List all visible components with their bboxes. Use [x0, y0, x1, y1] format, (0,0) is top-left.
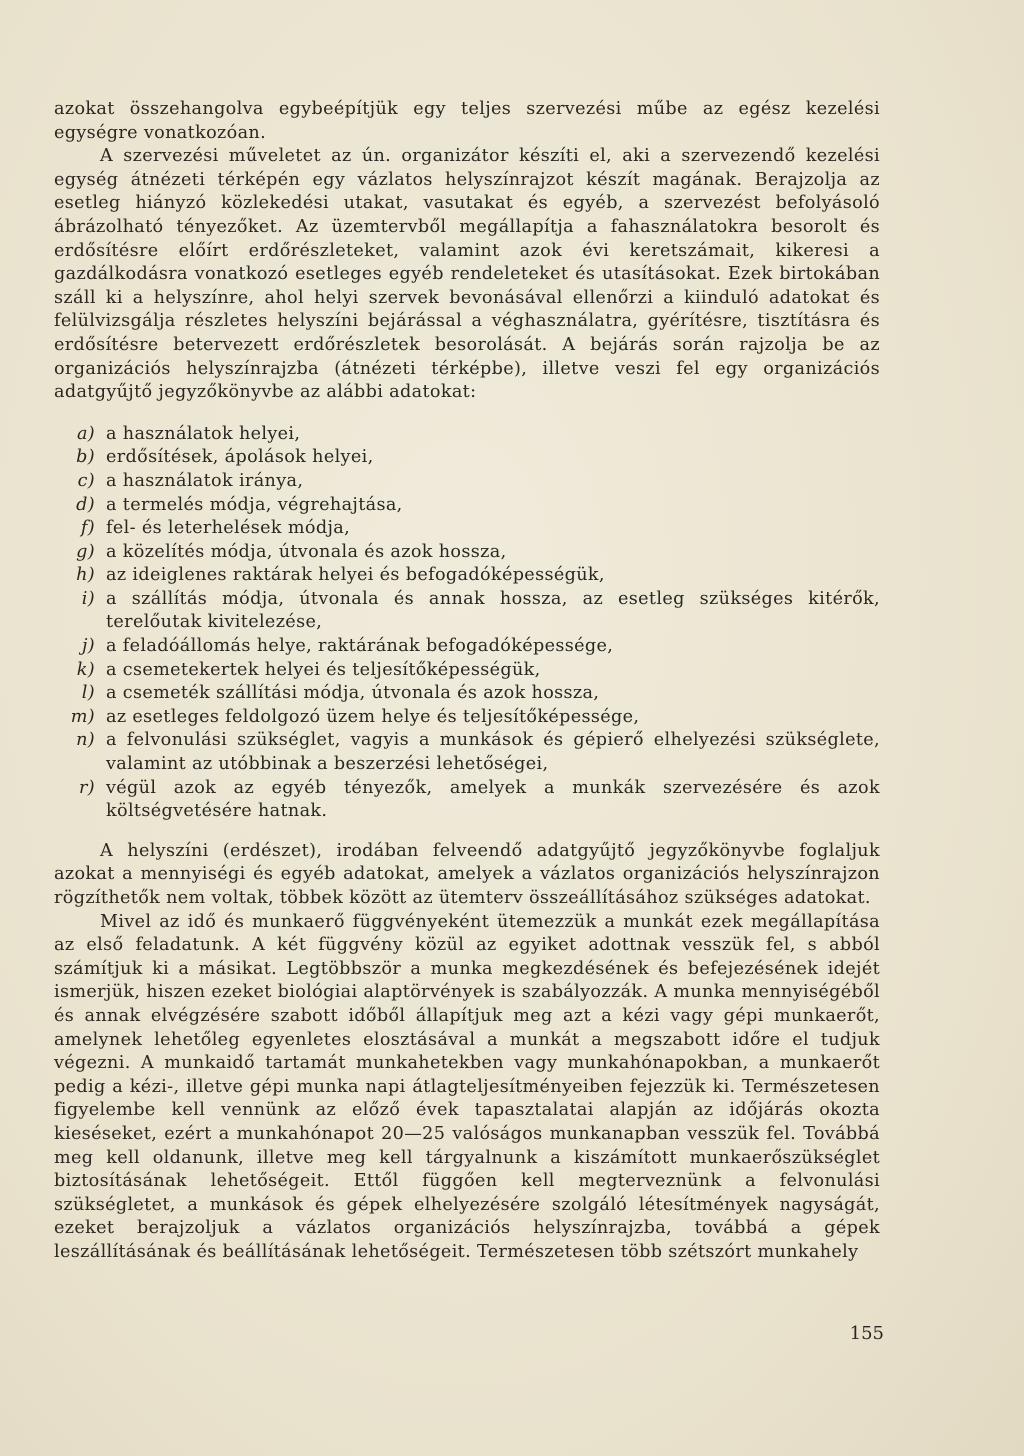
list-item-text: a szállítás módja, útvonala és annak hossza, az esetleg szükséges kitérők, terelőutak kivitelezése,: [106, 588, 880, 633]
list-item: [54, 635, 880, 659]
list-item-text: a termelés módja, végrehajtása,: [106, 494, 403, 515]
paragraph-organizer-procedure: A szervezési műveletet az ún. organizátor készíti el, aki a szervezendő kezelési egység átnézeti térképén egy vázlatos helyszínrajzot készít magának. Berajzolja az esetleg hiányzó közlekedési utakat, vasutakat és egyéb, a szervezést befolyásoló ábrázolható tényezőket. Az üzemtervből megállapítja a fahasználatokra besorolt és erdősítésre előírt erdőrészleteket, valamint azok évi keretszámait, kikeresi a gazdálkodásra vonatkozó esetleges egyéb rendeleteket és utasításokat. Ezek birtokában száll ki a helyszínre, ahol helyi szervek bevonásával ellenőrzi a kiinduló adatokat és felülvizsgálja részletes helyszíni bejárással a véghasználatra, gyérítésre, tisztításra és erdősítésre betervezett erdőrészletek besorolását. A bejárás során rajzolja be az organizációs helyszínrajzba (átnézeti térképbe), illetve veszi fel egy organizációs adatgyűjtő jegyzőkönyvbe az alábbi adatokat:: [54, 146, 880, 403]
list-item-text: az ideiglenes raktárak helyei és befogadóképességük,: [106, 565, 605, 586]
list-item-marker: c): [77, 470, 95, 491]
list-item-text: a felvonulási szükséglet, vagyis a munkások és gépierő elhelyezési szükséglete, valamint az utóbbinak a beszerzési lehetőségei,: [106, 730, 880, 775]
list-item-marker: b): [76, 447, 95, 468]
list-item-marker: h): [76, 565, 95, 586]
list-item: [54, 777, 880, 824]
list-item: [54, 729, 880, 776]
list-item: [54, 706, 880, 730]
list-item: [54, 517, 880, 541]
list-item-marker: g): [76, 541, 95, 562]
paragraph-continuation: azokat összehangolva egybeépítjük egy teljes szervezési műbe az egész kezelési egységre vonatkozóan.: [54, 99, 880, 143]
list-item-marker: l): [81, 683, 95, 704]
list-item-text: a csemetekertek helyei és teljesítőképességük,: [106, 659, 541, 680]
list-item-marker: i): [81, 588, 95, 609]
list-item: [54, 541, 880, 565]
list-item-marker: n): [76, 730, 95, 751]
list-item-text: a közelítés módja, útvonala és azok hossza,: [106, 541, 507, 562]
list-item-text: fel- és leterhelések módja,: [106, 518, 351, 539]
list-item-marker: f): [80, 518, 95, 539]
list-item-marker: m): [70, 706, 95, 727]
list-item: [54, 659, 880, 683]
list-item-marker: r): [79, 777, 95, 798]
list-item: [54, 470, 880, 494]
list-item-marker: k): [76, 659, 95, 680]
list-item-text: az esetleges feldolgozó üzem helye és teljesítőképessége,: [106, 706, 640, 727]
list-item: [54, 446, 880, 470]
paragraph-scheduling: Mivel az idő és munkaerő függvényeként ütemezzük a munkát ezek megállapítása az első feladatunk. A két függvény közül az egyiket adottnak vesszük fel, s abból számítjuk ki a másikat. Legtöbbször a munka megkezdésének és befejezésének idejét ismerjük, hiszen ezeket biológiai alaptörvények is szabályozzák. A munka mennyiségéből és annak elvégzésére szabott időből állapítjuk meg azt a kézi vagy gépi munkaerőt, amelynek lehetőleg egyenletes elosztásával a munkát a megszabott időre el tudjuk végezni. A munkaidő tartamát munkahetekben vagy munkahónapokban, a munkaerőt pedig a kézi-, illetve gépi munka napi átlagteljesítményeiben fejezzük ki. Természetesen figyelembe kell vennünk az előző évek tapasztalatai alapján az időjárás okozta kieséseket, ezért a munkahónapot 20—25 valóságos munkanapban vesszük fel. Továbbá meg kell oldanunk, illetve meg kell tárgyalnunk a kiszámított munkaerőszükséglet biztosításának lehetőségeit. Ettől függően kell megterveznünk a felvonulási szükségletet, a munkások és gépek elhelyezésére szolgáló létesítmények nagyságát, ezeket berajzoljuk a vázlatos organizációs helyszínrajzba, továbbá a gépek leszállításának és beállításának lehetőségeit. Természetesen több szétszórt munkahely: [54, 911, 880, 1262]
list-item-marker: a): [76, 423, 95, 444]
list-item-text: erdősítések, ápolások helyei,: [106, 447, 374, 468]
page-number: 155: [849, 1323, 884, 1344]
list-item-text: a feladóállomás helye, raktárának befogadóképessége,: [106, 636, 614, 657]
list-item: [54, 682, 880, 706]
list-item-text: a használatok helyei,: [106, 423, 301, 444]
list-item: [54, 588, 880, 635]
list-item-text: a használatok iránya,: [106, 470, 304, 491]
page-body: [54, 98, 880, 1265]
list-item: [54, 494, 880, 518]
list-item-marker: j): [81, 636, 95, 657]
list-item-text: a csemeték szállítási módja, útvonala és azok hossza,: [106, 683, 600, 704]
list-item: [54, 564, 880, 588]
paragraph-field-protocol: A helyszíni (erdészet), irodában felveendő adatgyűjtő jegyzőkönyvbe foglaljuk azokat a mennyiségi és egyéb adatokat, amelyek a vázlatos organizációs helyszínrajzon rögzíthetők nem voltak, többek között az ütemterv összeállításához szükséges adatokat.: [54, 840, 880, 908]
data-items-list: [54, 423, 880, 824]
list-item-text: végül azok az egyéb tényezők, amelyek a munkák szervezésére és azok költségvetésére hatnak.: [106, 777, 880, 822]
list-item: [54, 423, 880, 447]
list-item-marker: d): [76, 494, 95, 515]
